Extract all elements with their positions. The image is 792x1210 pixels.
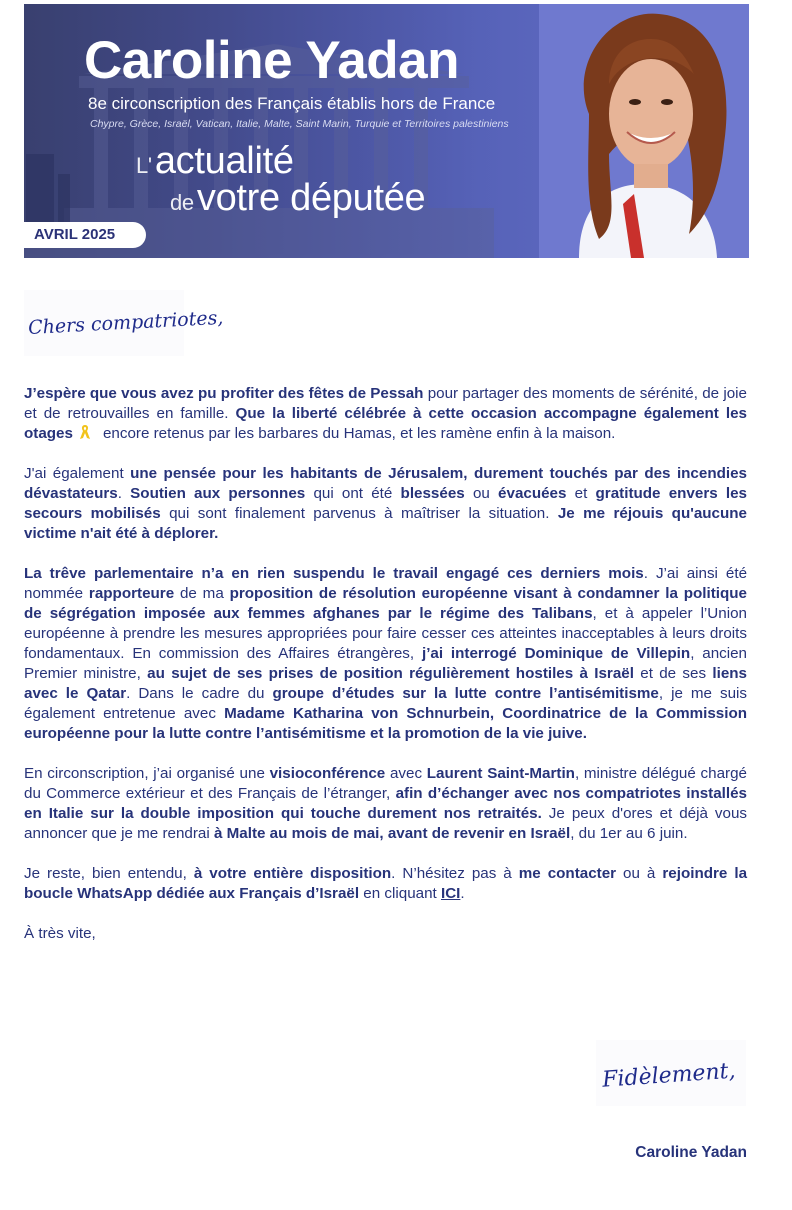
p3-bold-2: rapporteure	[88, 585, 175, 602]
p5-text-2: . N’hésitez pas à	[391, 865, 519, 882]
paragraph-contact	[24, 864, 747, 904]
p4-bold-2: Laurent Saint-Martin	[426, 765, 575, 782]
p2-text-5: et	[566, 485, 596, 502]
p5-bold-2: me contacter	[518, 865, 617, 882]
p4-bold-1: visioconférence	[269, 765, 386, 782]
p2-bold-6: Je me réjouis qu'aucune victime n'ait été à déplorer.	[24, 505, 748, 542]
p3-bold-4: j’ai interrogé Dominique de Villepin	[421, 645, 691, 662]
p5-text-3: ou à	[616, 865, 663, 882]
paragraph-jerusalem	[24, 464, 747, 544]
banner-actualite-prefix: L'	[136, 153, 152, 178]
p5-text-5: .	[460, 885, 465, 902]
paragraph-circonscription	[24, 764, 747, 844]
p5-text-1: Je reste, bien entendu,	[24, 865, 194, 882]
p2-text-1: J'ai également	[24, 465, 131, 482]
p4-text-3: , ministre délégué chargé du Commerce extérieur et des Français de l’étranger,	[24, 765, 747, 802]
p2-text-2: .	[117, 485, 131, 502]
banner-circonscription: 8e circonscription des Français établis hors de France	[88, 94, 496, 113]
p4-bold-3: afin d’échanger avec nos compatriotes installés en Italie sur la double imposition qui touche durement nos retraités.	[24, 785, 748, 822]
banner-votre-prefix: de	[170, 190, 194, 215]
p2-text-3: qui ont été	[305, 485, 401, 502]
p4-text-4: Je peux d'ores et déjà vous annoncer que je me rendrai	[24, 805, 747, 842]
p2-bold-2: Soutien aux personnes	[130, 485, 306, 502]
p2-bold-4: évacuées	[498, 485, 567, 502]
p1-bold-2: Que la liberté célébrée à cette occasion accompagne également les otages	[24, 405, 747, 442]
p3-bold-3: proposition de résolution européenne visant à condamner la politique de ségrégation imposée aux femmes afghanes par le régime des Talibans	[24, 585, 747, 622]
p4-bold-4: à Malte au mois de mai, avant de revenir en Israël	[213, 825, 571, 842]
banner-votre-words: votre députée	[196, 177, 426, 219]
p3-text-5: et de ses	[633, 665, 713, 682]
p3-bold-8: Madame Katharina von Schnurbein, Coordinatrice de la Commission européenne pour la lutte contre l’antisémitisme et la promotion de la vie juive.	[24, 705, 747, 742]
p2-bold-5: gratitude envers les secours mobilisés	[24, 485, 747, 522]
handwritten-fidelement	[596, 1040, 746, 1106]
p3-text-7: , je me suis également entretenue avec	[24, 685, 748, 722]
paragraph-pessah	[24, 384, 747, 444]
p3-text-3: , et à appeler l’Union européenne à prendre les mesures appropriées pour faire cesser ces atteintes inacceptables à leurs droits fondamentaux. En commission des Affaires étrangères,	[24, 605, 747, 662]
p3-text-4: , ancien Premier ministre,	[24, 645, 748, 682]
newsletter-banner	[24, 4, 749, 258]
p3-text-6: . Dans le cadre du	[126, 685, 273, 702]
banner-territoires: Chypre, Grèce, Israël, Vatican, Italie, Malte, Saint Marin, Turquie et Territoires palestiniens	[90, 118, 509, 130]
p4-text-5: , du 1er au 6 juin.	[570, 825, 688, 842]
banner-name: Caroline Yadan	[84, 31, 459, 90]
banner-votre-deputee	[170, 177, 425, 220]
p5-text-4: en cliquant	[359, 885, 441, 902]
issue-date-badge: AVRIL 2025	[24, 222, 146, 248]
fidelement-text: Fidèlement,	[601, 1058, 737, 1093]
p5-bold-3: rejoindre la boucle WhatsApp dédiée aux Français d’Israël	[24, 865, 748, 902]
banner-actualite-word: actualité	[154, 140, 294, 182]
signature-name: Caroline Yadan	[635, 1144, 747, 1161]
paragraph-parliament	[24, 564, 747, 744]
p5-bold-1: à votre entière disposition	[193, 865, 392, 882]
salutation-text: Chers compatriotes,	[27, 306, 224, 339]
p2-text-6: qui sont finalement parvenus à maîtriser la situation.	[160, 505, 558, 522]
p3-bold-1: La trêve parlementaire n’a en rien suspendu le travail engagé ces derniers mois	[24, 565, 644, 582]
p4-text-2: avec	[385, 765, 427, 782]
handwritten-salutation	[24, 290, 224, 356]
salutation-handwriting	[24, 290, 224, 356]
p1-text-2: encore retenus par les barbares du Hamas, et les ramène enfin à la maison.	[102, 425, 616, 442]
deputy-portrait	[539, 4, 749, 258]
p2-text-4: ou	[464, 485, 499, 502]
p1-bold-1: J’espère que vous avez pu profiter des fêtes de Pessah	[24, 385, 424, 402]
letter-body	[24, 384, 747, 964]
p2-bold-3: blessées	[400, 485, 465, 502]
p1-text-1: pour partager des moments de sérénité, de joie et de retrouvailles en famille.	[24, 385, 747, 422]
p3-bold-6: liens avec le Qatar	[24, 665, 747, 702]
p3-text-1: . J’ai ainsi été nommée	[24, 565, 748, 602]
p3-bold-7: groupe d’études sur la lutte contre l’antisémitisme	[272, 685, 659, 702]
yellow-ribbon-icon	[79, 424, 91, 440]
whatsapp-ici-link[interactable]: ICI	[440, 885, 461, 902]
p3-bold-5: au sujet de ses prises de position régulièrement hostiles à Israël	[147, 665, 634, 682]
closing-line: À très vite,	[24, 925, 96, 942]
p2-bold-1: une pensée pour les habitants de Jérusalem, durement touchés par des incendies dévastateurs	[24, 465, 747, 502]
p4-text-1: En circonscription, j’ai organisé une	[24, 765, 270, 782]
p3-text-2: de ma	[174, 585, 230, 602]
fidelement-handwriting	[596, 1040, 746, 1106]
